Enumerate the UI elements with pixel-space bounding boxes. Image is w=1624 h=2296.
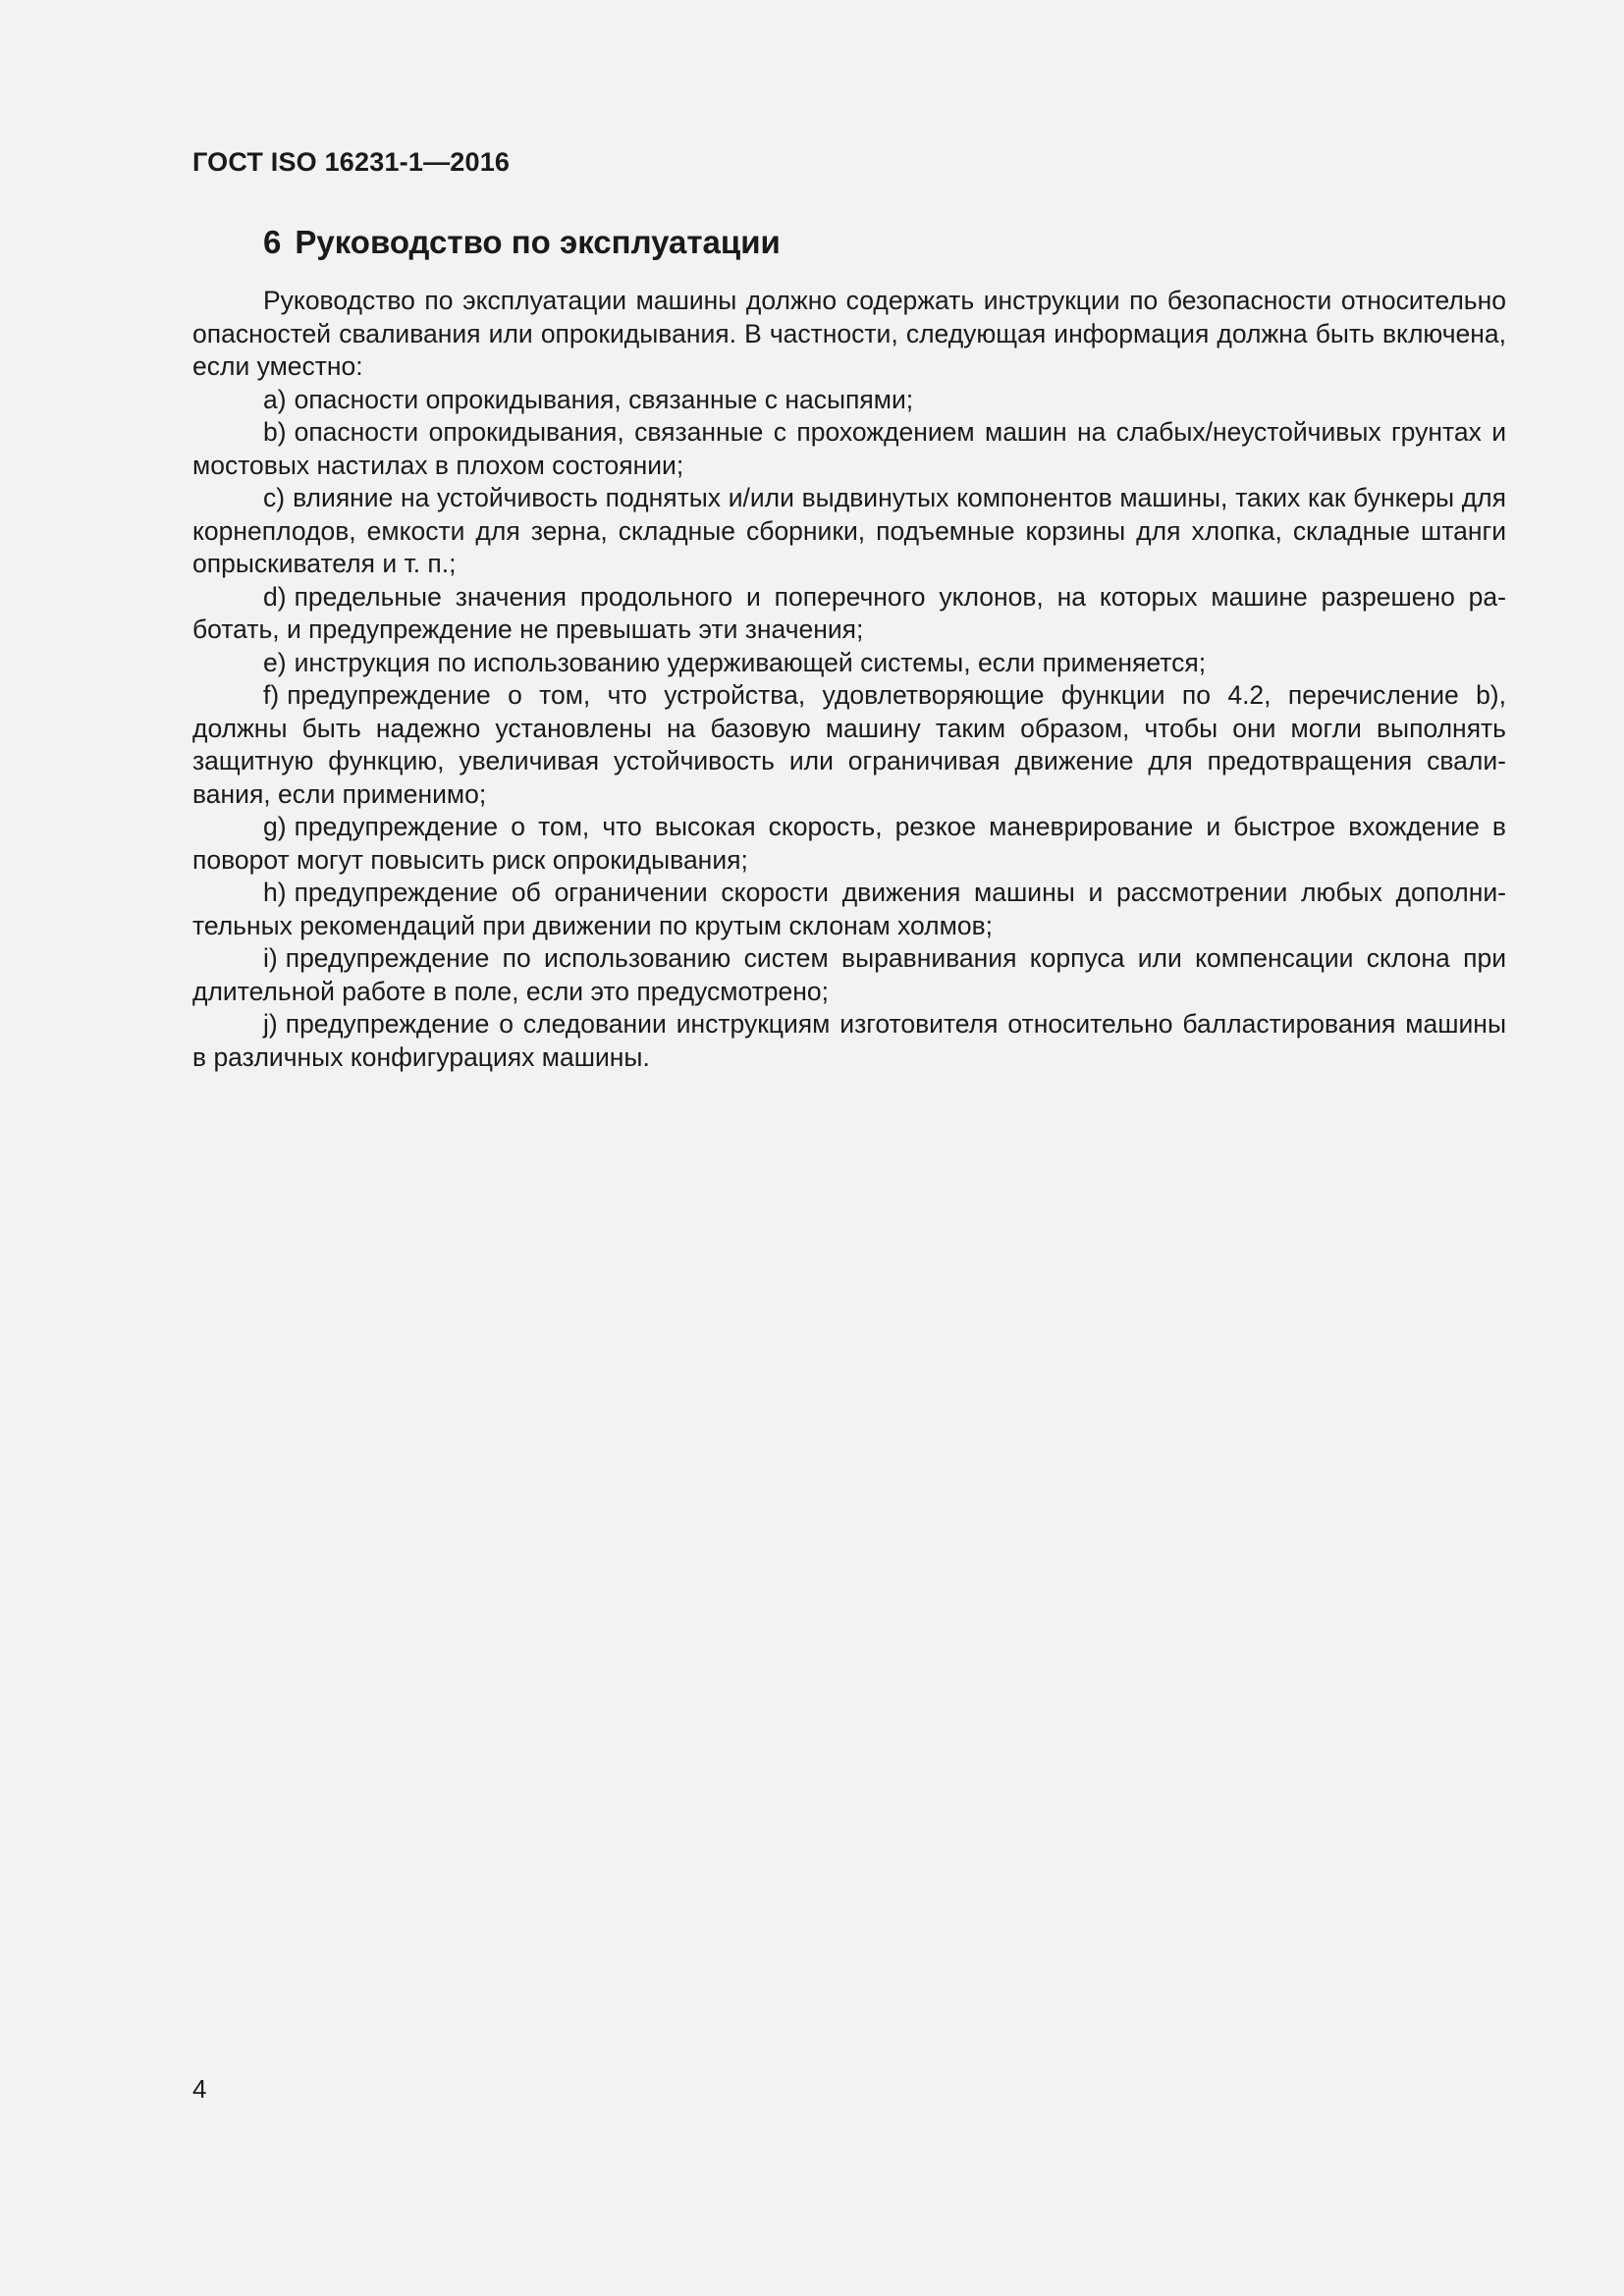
list-item-text: опасности опрокидывания, связанные с прохождением машин на слабых/неустойчивых грунтах и мостовых настилах в плохом состоянии; (192, 417, 1506, 480)
section-title-text: Руководство по эксплуатации (295, 224, 781, 260)
section-body (192, 285, 1506, 1074)
section-title (263, 224, 781, 261)
requirements-list (192, 384, 1506, 1075)
list-item-marker: e) (263, 647, 287, 677)
list-item (192, 811, 1506, 877)
list-item (192, 942, 1506, 1008)
list-item-text: инструкция по использованию удерживающей системы, если применяется; (294, 647, 1207, 677)
list-item (192, 384, 1506, 417)
list-item-marker: f) (263, 680, 280, 710)
list-item-text: предупреждение о следовании инструкциям изготовителя относительно балластирования машины в различных конфигурациях машины. (192, 1009, 1506, 1072)
list-item (192, 679, 1506, 811)
list-item-text: предельные значения продольного и поперечного уклонов, на которых машине разрешено работать, и предупреждение не превышать эти значения; (192, 581, 1506, 644)
list-item-text: предупреждение о том, что устройства, удовлетворяющие функции по 4.2, перечисление b), должны быть надежно установлены на базовую машину таким образом, чтобы они могли выполнять защитную функцию, увеличивая устойчивость или ограничивая движение для предотвращения сваливания, если применимо; (192, 680, 1506, 809)
list-item (192, 482, 1506, 581)
list-item-marker: c) (263, 483, 286, 512)
list-item-text: предупреждение по использованию систем выравнивания корпуса или компенсации склона при длительной работе в поле, если это предусмотрено; (192, 943, 1506, 1006)
list-item-marker: a) (263, 384, 287, 414)
list-item-text: влияние на устойчивость поднятых и/или выдвинутых компонентов машины, таких как бункеры для корнеплодов, емкости для зерна, складные сборники, подъемные корзины для хлопка, складные штанги опрыскивателя и т. п.; (192, 483, 1506, 578)
page-number: 4 (192, 2074, 207, 2104)
list-item-text: предупреждение о том, что высокая скорость, резкое маневрирование и быстрое вхождение в поворот могут повысить риск опрокидывания; (192, 812, 1506, 875)
list-item-marker: i) (263, 943, 278, 973)
list-item (192, 647, 1506, 680)
list-item-text: предупреждение об ограничении скорости движения машины и рассмотрении любых дополнительных рекомендаций при движении по крутым склонам холмов; (192, 878, 1506, 940)
list-item-text: опасности опрокидывания, связанные с насыпями; (294, 384, 914, 414)
list-item-marker: b) (263, 417, 287, 447)
list-item-marker: d) (263, 581, 287, 612)
list-item (192, 877, 1506, 942)
list-item-marker: g) (263, 812, 287, 841)
list-item-marker: h) (263, 878, 287, 907)
intro-paragraph: Руководство по эксплуатации машины должно содержать инструкции по безопасности относительно опасностей сваливания или опрокидывания. В частности, следующая информация должна быть включена, если уместно: (192, 286, 1506, 381)
section-number: 6 (263, 224, 282, 260)
document-header: ГОСТ ISO 16231-1—2016 (192, 147, 511, 177)
list-item (192, 581, 1506, 647)
list-item (192, 416, 1506, 482)
list-item (192, 1008, 1506, 1074)
list-item-marker: j) (263, 1009, 278, 1039)
